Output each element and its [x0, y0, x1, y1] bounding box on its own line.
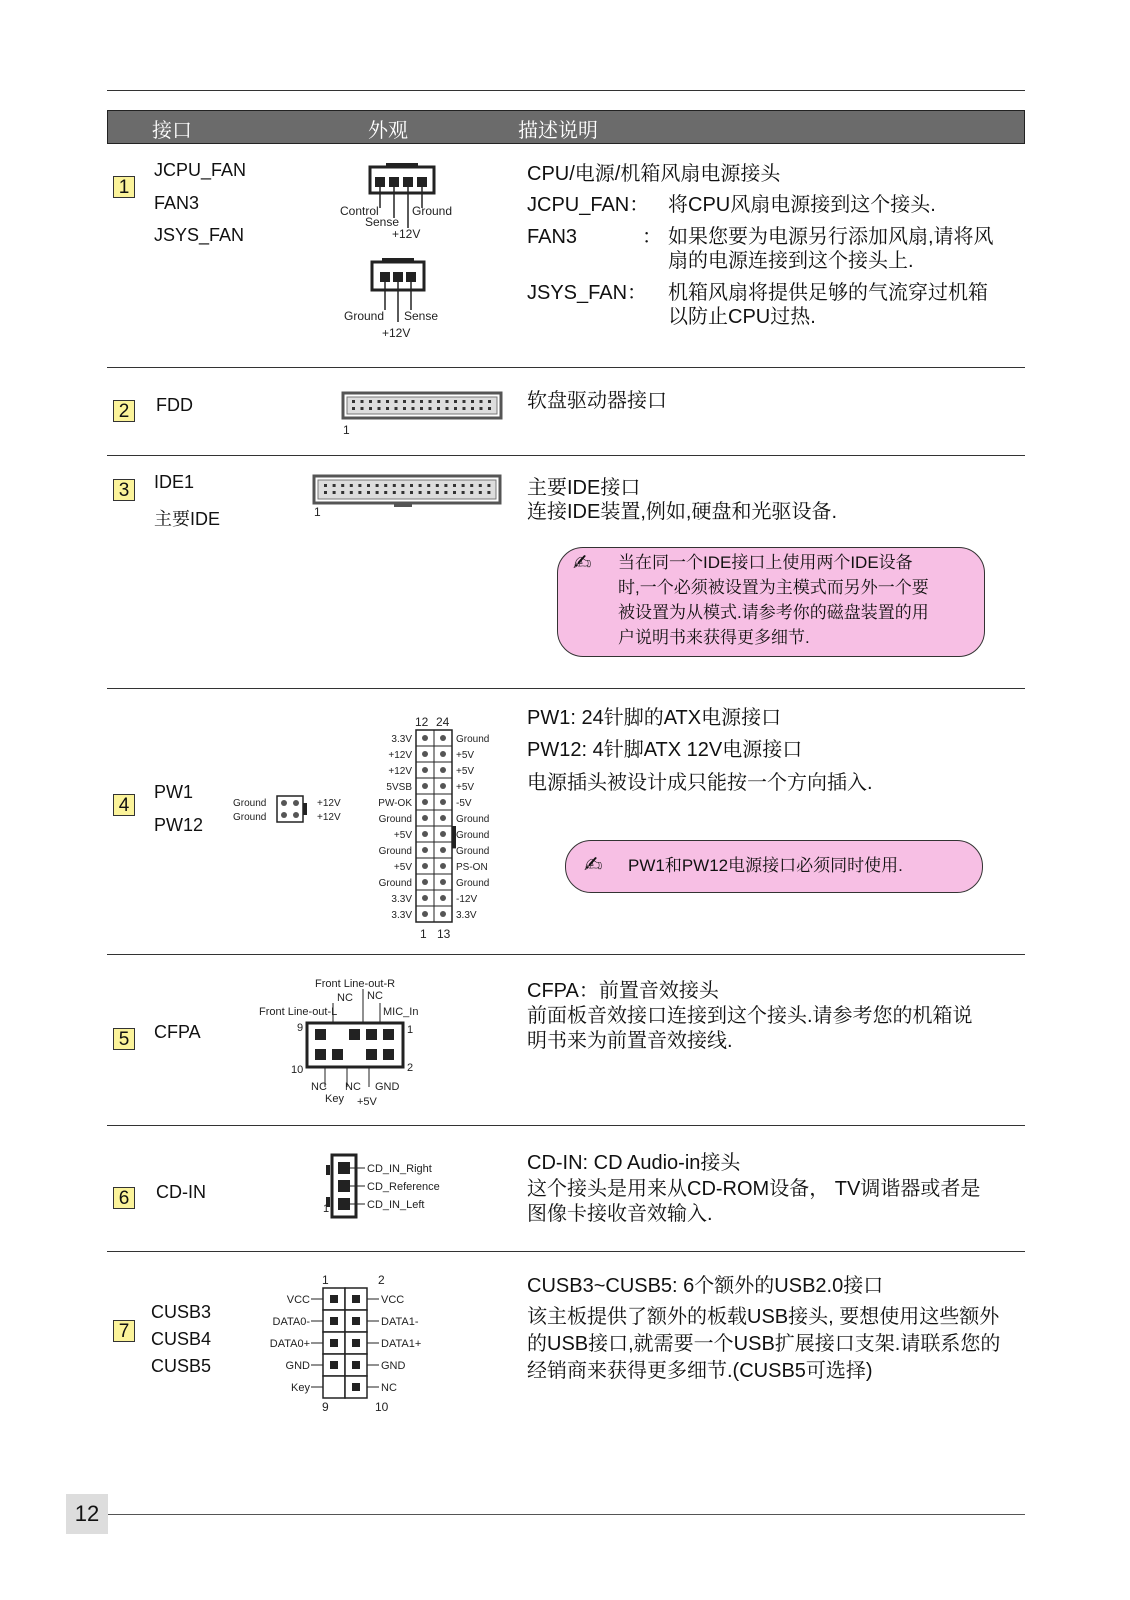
- pw1-right-pin-label: 3.3V: [456, 910, 477, 921]
- ide-pin: [479, 484, 482, 487]
- fdd-pin: [437, 400, 440, 403]
- cusb-left-pin-label: DATA0-: [272, 1316, 310, 1328]
- fdd-pin: [386, 407, 389, 410]
- cusb-top-1: 1: [322, 1273, 329, 1287]
- pw1-pin: [440, 911, 446, 917]
- pw1-pin: [440, 799, 446, 805]
- pw1-left-pin-label: +5V: [393, 862, 412, 873]
- fdd-pin: [480, 400, 483, 403]
- pw12-ground-1: Ground: [233, 798, 267, 809]
- pw1-pin: [422, 847, 428, 853]
- label-cusb4: CUSB4: [151, 1329, 212, 1349]
- fan-connector-diagram: [330, 160, 480, 350]
- fdd-pin: [488, 407, 491, 410]
- row-divider: [107, 367, 1025, 368]
- fdd-pin: [463, 400, 466, 403]
- ide-pin: [376, 484, 379, 487]
- cusb-right-pin-label: DATA1-: [381, 1316, 419, 1328]
- ide-pin: [324, 484, 327, 487]
- ide-pin: [436, 491, 439, 494]
- cfpa-pin: [366, 1049, 377, 1060]
- cusb-bottom-9: 9: [322, 1400, 329, 1414]
- fdd-pin: [429, 407, 432, 410]
- pw1-connector-diagram: [360, 712, 510, 944]
- fdd-pin: [480, 407, 483, 410]
- pw1-right-pin-label: -5V: [456, 798, 472, 809]
- pw1-left-pin-label: Ground: [378, 846, 412, 857]
- row-number-1: 1: [113, 176, 135, 198]
- pw12-connector-diagram: [225, 790, 355, 830]
- row7-desc-2: 该主板提供了额外的板载USB接头, 要想使用这些额外: [527, 1306, 1000, 1328]
- cusb-right-pin-label: DATA1+: [381, 1338, 422, 1350]
- row1-desc-text-2b: 扇的电源连接到这个接头上.: [668, 250, 914, 272]
- pw1-pin: [422, 799, 428, 805]
- row4-desc-2: PW12: 4针脚ATX 12V电源接口: [527, 739, 803, 761]
- pw1-pin: [422, 911, 428, 917]
- cusb-pin: [352, 1361, 360, 1369]
- ide-pin: [324, 491, 327, 494]
- ide-note-line-2: 时,一个必须被设置为主模式而另外一个要: [618, 578, 929, 597]
- cusb-connector-diagram: [265, 1272, 445, 1422]
- pw1-pin: [422, 767, 428, 773]
- ide-pin: [393, 491, 396, 494]
- row3-desc-1: 主要IDE接口: [527, 477, 641, 499]
- pw1-right-pin-label: +5V: [456, 782, 475, 793]
- pw1-top-12: 12: [415, 715, 429, 729]
- ide-connector-diagram: [310, 472, 510, 520]
- cusb-pin: [352, 1317, 360, 1325]
- row1-desc-text-3a: 机箱风扇将提供足够的气流穿过机箱: [668, 282, 988, 304]
- cfpa-nc-bottom-2: NC: [345, 1081, 361, 1093]
- fdd-pin: [352, 400, 355, 403]
- ide-pin: [453, 491, 456, 494]
- cfpa-pin: [383, 1029, 394, 1040]
- cusb-bottom-10: 10: [375, 1400, 389, 1414]
- row1-desc-text-3b: 以防止CPU过热.: [668, 306, 816, 328]
- cfpa-pin1: 1: [407, 1024, 414, 1036]
- row1-desc-text-1: 将CPU风扇电源接到这个接头.: [668, 194, 936, 216]
- pw1-left-pin-label: 5VSB: [386, 782, 412, 793]
- row6-desc-1: CD-IN: CD Audio-in接头: [527, 1152, 741, 1174]
- fdd-pin: [361, 400, 364, 403]
- cusb-left-pin-label: DATA0+: [269, 1338, 310, 1350]
- row3-desc-2: 连接IDE装置,例如,硬盘和光驱设备.: [527, 501, 838, 523]
- cusb-pin: [330, 1295, 338, 1303]
- ide-pin: [376, 491, 379, 494]
- pw1-left-pin-label: 3.3V: [391, 894, 412, 905]
- fdd-pin: [395, 407, 398, 410]
- cfpa-pin: [349, 1029, 360, 1040]
- ide-pin: [393, 484, 396, 487]
- pencil-icon: ✍: [573, 550, 592, 575]
- fdd-pin: [361, 407, 364, 410]
- row-divider: [107, 954, 1025, 955]
- cd-pin1: 1: [323, 1203, 330, 1215]
- footer-rule: [108, 1514, 1025, 1515]
- cfpa-pin10: 10: [291, 1064, 304, 1076]
- cfpa-nc-top-1: NC: [337, 992, 353, 1004]
- cfpa-front-l: Front Line-out-L: [259, 1006, 338, 1018]
- cfpa-nc-top-2: NC: [367, 990, 383, 1002]
- label-jcpu-fan: JCPU_FAN: [154, 160, 247, 180]
- row5-desc-1: CFPA：前置音效接头: [527, 980, 719, 1002]
- fdd-pin: [369, 400, 372, 403]
- row6-desc-2: 这个接头是用来从CD-ROM设备， TV调谐器或者是: [527, 1178, 981, 1200]
- row-divider: [107, 455, 1025, 456]
- pw1-left-pin-label: 3.3V: [391, 734, 412, 745]
- row-number-3: 3: [113, 479, 135, 501]
- fdd-pin: [420, 407, 423, 410]
- header-interface: 接口: [152, 118, 192, 142]
- cd-in-right: CD_IN_Right: [367, 1163, 432, 1175]
- label-fan3: FAN3: [154, 193, 200, 213]
- cusb-pin: [330, 1361, 338, 1369]
- ide-pin: [333, 484, 336, 487]
- ide-pin: [410, 484, 413, 487]
- fdd-pin: [352, 407, 355, 410]
- row-number-4: 4: [113, 794, 135, 816]
- row7-desc-1: CUSB3~CUSB5: 6个额外的USB2.0接口: [527, 1275, 884, 1297]
- pw1-pin: [440, 751, 446, 757]
- pw1-right-pin-label: PS-ON: [456, 862, 488, 873]
- pw1-right-pin-label: Ground: [456, 878, 490, 889]
- cfpa-pin: [366, 1029, 377, 1040]
- fan-sense-label: Sense: [365, 215, 400, 229]
- row1-desc-title: CPU/电源/机箱风扇电源接头: [527, 163, 781, 185]
- fdd-pin: [378, 400, 381, 403]
- top-rule: [107, 90, 1025, 91]
- ide-note-line-1: 当在同一个IDE接口上使用两个IDE设备: [618, 553, 913, 572]
- ide-pin: [470, 491, 473, 494]
- cusb-right-pin-label: VCC: [381, 1294, 405, 1306]
- pw1-left-pin-label: +5V: [393, 830, 412, 841]
- ide-pin: [419, 491, 422, 494]
- ide-pin: [444, 484, 447, 487]
- pw1-pin: [422, 751, 428, 757]
- fdd-pin: [471, 400, 474, 403]
- cusb-pin: [330, 1339, 338, 1347]
- pw1-pin: [440, 895, 446, 901]
- pw1-pin: [422, 815, 428, 821]
- ide-pin: [487, 484, 490, 487]
- fdd-pin: [446, 407, 449, 410]
- ide-note-line-4: 户说明书来获得更多细节.: [618, 628, 810, 647]
- fdd-pin: [454, 400, 457, 403]
- row-number-5: 5: [113, 1028, 135, 1050]
- cusb-pin: [352, 1295, 360, 1303]
- cfpa-nc-bottom-1: NC: [311, 1081, 327, 1093]
- cfpa-mic-in: MIC_In: [383, 1006, 419, 1018]
- pw1-left-pin-label: 3.3V: [391, 910, 412, 921]
- ide-pin: [453, 484, 456, 487]
- ide-pin: [367, 491, 370, 494]
- ide-pin: [444, 491, 447, 494]
- pw1-pin: [422, 895, 428, 901]
- page-number: 12: [66, 1494, 108, 1534]
- pw1-right-pin-label: +5V: [456, 766, 475, 777]
- pw1-pin: [422, 735, 428, 741]
- label-pw1: PW1: [154, 782, 194, 802]
- pw1-top-24: 24: [436, 715, 450, 729]
- row-divider: [107, 1125, 1025, 1126]
- cusb-left-pin-label: VCC: [286, 1294, 310, 1306]
- cfpa-pin2: 2: [407, 1062, 414, 1074]
- pw1-right-pin-label: Ground: [456, 814, 490, 825]
- ide-pin: [419, 484, 422, 487]
- pw1-pin: [440, 815, 446, 821]
- cusb-left-pin-label: GND: [285, 1360, 310, 1372]
- ide-pin1-label: 1: [314, 505, 321, 519]
- ide-pin: [350, 484, 353, 487]
- fdd-pin: [420, 400, 423, 403]
- row1-desc-colon-2: ：: [642, 226, 662, 248]
- fan3-ground-label: Ground: [344, 309, 385, 323]
- ide-pin: [410, 491, 413, 494]
- row-number-7: 7: [113, 1320, 135, 1342]
- pw12-ground-2: Ground: [233, 812, 267, 823]
- fdd-connector-diagram: [340, 390, 510, 438]
- cfpa-pin9: 9: [297, 1022, 304, 1034]
- ide-pin: [462, 491, 465, 494]
- pencil-icon: ✍: [584, 852, 603, 877]
- row2-desc: 软盘驱动器接口: [527, 390, 667, 412]
- pw1-pin: [440, 863, 446, 869]
- ide-pin: [487, 491, 490, 494]
- cfpa-key: Key: [325, 1093, 344, 1105]
- fdd-pin: [412, 400, 415, 403]
- pw1-left-pin-label: PW-OK: [378, 798, 412, 809]
- pw1-right-pin-label: -12V: [456, 894, 478, 905]
- row1-desc-key-2: FAN3: [527, 226, 578, 248]
- fdd-pin: [395, 400, 398, 403]
- pw1-right-pin-label: Ground: [456, 734, 490, 745]
- row7-desc-4: 经销商来获得更多细节.(CUSB5可选择): [527, 1360, 873, 1382]
- ide-pin: [401, 491, 404, 494]
- fan-connector-4pin: [340, 163, 452, 241]
- pw1-pin: [422, 879, 428, 885]
- pw1-left-pin-label: +12V: [388, 750, 412, 761]
- fdd-pin: [454, 407, 457, 410]
- ide-pin: [367, 484, 370, 487]
- label-jsys-fan: JSYS_FAN: [154, 225, 245, 245]
- label-cfpa: CFPA: [154, 1022, 201, 1042]
- fan-12v-label: +12V: [392, 227, 421, 241]
- label-ide1: IDE1: [154, 472, 195, 492]
- pw1-pin: [440, 847, 446, 853]
- cfpa-pin: [383, 1049, 394, 1060]
- fdd-pin: [403, 407, 406, 410]
- row7-desc-3: 的USB接口,就需要一个USB扩展接口支架.请联系您的: [527, 1333, 1001, 1355]
- pw-note-box: [565, 840, 983, 893]
- pw1-left-pin-label: +12V: [388, 766, 412, 777]
- pw1-pin: [422, 831, 428, 837]
- ide-pin: [384, 491, 387, 494]
- label-cusb3: CUSB3: [151, 1302, 212, 1322]
- row-number-2: 2: [113, 400, 135, 422]
- fdd-pin: [403, 400, 406, 403]
- label-pw12: PW12: [154, 815, 204, 835]
- ide-pin: [462, 484, 465, 487]
- row-divider: [107, 1251, 1025, 1252]
- label-cusb5: CUSB5: [151, 1356, 212, 1376]
- cusb-pin: [330, 1317, 338, 1325]
- pw1-pin: [440, 831, 446, 837]
- fdd-pin: [386, 400, 389, 403]
- pw1-left-pin-label: Ground: [378, 814, 412, 825]
- cusb-right-pin-label: GND: [381, 1360, 406, 1372]
- fdd-pin: [437, 407, 440, 410]
- cd-reference: CD_Reference: [367, 1181, 440, 1193]
- cusb-right-pin-label: NC: [381, 1382, 397, 1394]
- fdd-pin: [488, 400, 491, 403]
- label-fdd: FDD: [156, 395, 193, 415]
- fdd-pin: [471, 407, 474, 410]
- cfpa-pin: [332, 1049, 343, 1060]
- pw12-12v-2: +12V: [317, 812, 341, 823]
- ide-note-line-3: 被设置为从模式.请参考你的磁盘装置的用: [618, 603, 929, 622]
- ide-pin: [341, 491, 344, 494]
- row-number-6: 6: [113, 1187, 135, 1209]
- ide-pin: [358, 484, 361, 487]
- fan-control-label: Control: [340, 204, 379, 218]
- pw1-right-pin-label: Ground: [456, 830, 490, 841]
- cusb-pin: [352, 1339, 360, 1347]
- pw1-right-pin-label: +5V: [456, 750, 475, 761]
- pw1-pin: [440, 735, 446, 741]
- fan3-sense-label: Sense: [404, 309, 439, 323]
- fdd-pin: [429, 400, 432, 403]
- ide-pin: [436, 484, 439, 487]
- pw1-pin: [422, 783, 428, 789]
- cfpa-pin: [315, 1049, 326, 1060]
- fdd-pin: [412, 407, 415, 410]
- cusb-pin: [352, 1383, 360, 1391]
- ide-pin: [427, 484, 430, 487]
- ide-pin: [341, 484, 344, 487]
- ide-pin: [350, 491, 353, 494]
- cusb-top-2: 2: [378, 1273, 385, 1287]
- ide-pin: [333, 491, 336, 494]
- pw1-pin: [440, 879, 446, 885]
- row5-desc-2: 前面板音效接口连接到这个接头.请参考您的机箱说: [527, 1005, 973, 1027]
- row6-desc-3: 图像卡接收音效输入.: [527, 1203, 713, 1225]
- row1-desc-text-2a: 如果您要为电源另行添加风扇,请将风: [668, 226, 994, 248]
- fdd-pin: [378, 407, 381, 410]
- cfpa-connector-diagram: [255, 975, 455, 1110]
- fan3-12v-label: +12V: [382, 326, 411, 340]
- ide-pin: [470, 484, 473, 487]
- ide-pin: [479, 491, 482, 494]
- row4-desc-1: PW1: 24针脚的ATX电源接口: [527, 707, 782, 729]
- pw1-left-pin-label: Ground: [378, 878, 412, 889]
- header-appearance: 外观: [368, 118, 408, 142]
- cd-in-connector-diagram: [320, 1150, 470, 1225]
- fan-ground-label: Ground: [412, 204, 453, 218]
- cfpa-front-r: Front Line-out-R: [315, 978, 396, 990]
- cusb-left-pin-label: Key: [291, 1382, 310, 1394]
- ide-pin: [358, 491, 361, 494]
- pw1-bottom-1: 1: [420, 927, 427, 941]
- fdd-pin: [463, 407, 466, 410]
- fdd-pin: [369, 407, 372, 410]
- pw12-12v-1: +12V: [317, 798, 341, 809]
- ide-pin: [384, 484, 387, 487]
- pw1-pin: [422, 863, 428, 869]
- ide-note-box: [557, 547, 985, 657]
- cfpa-pin: [315, 1029, 326, 1040]
- cfpa-5v: +5V: [357, 1096, 377, 1108]
- fdd-pin: [446, 400, 449, 403]
- pw1-pin: [440, 767, 446, 773]
- row1-desc-key-3: JSYS_FAN：: [527, 282, 648, 304]
- cfpa-gnd: GND: [375, 1081, 400, 1093]
- row-divider: [107, 688, 1025, 689]
- ide-pin: [427, 491, 430, 494]
- cd-in-left: CD_IN_Left: [367, 1199, 425, 1211]
- header-description: 描述说明: [518, 118, 598, 142]
- row1-desc-key-1: JCPU_FAN：: [527, 194, 650, 216]
- row5-desc-3: 明书来为前置音效接线.: [527, 1030, 733, 1052]
- ide-pin: [401, 484, 404, 487]
- row4-desc-3: 电源插头被设计成只能按一个方向插入.: [527, 772, 873, 794]
- pw1-pin: [440, 783, 446, 789]
- table-header: [107, 110, 1025, 144]
- fdd-pin1-label: 1: [343, 423, 350, 437]
- pw1-bottom-13: 13: [437, 927, 451, 941]
- pw-note-text: PW1和PW12电源接口必须同时使用.: [628, 856, 903, 875]
- label-cd-in: CD-IN: [156, 1182, 206, 1202]
- fan-connector-3pin: [344, 258, 438, 340]
- label-primary-ide: 主要IDE: [154, 509, 221, 529]
- pw1-right-pin-label: Ground: [456, 846, 490, 857]
